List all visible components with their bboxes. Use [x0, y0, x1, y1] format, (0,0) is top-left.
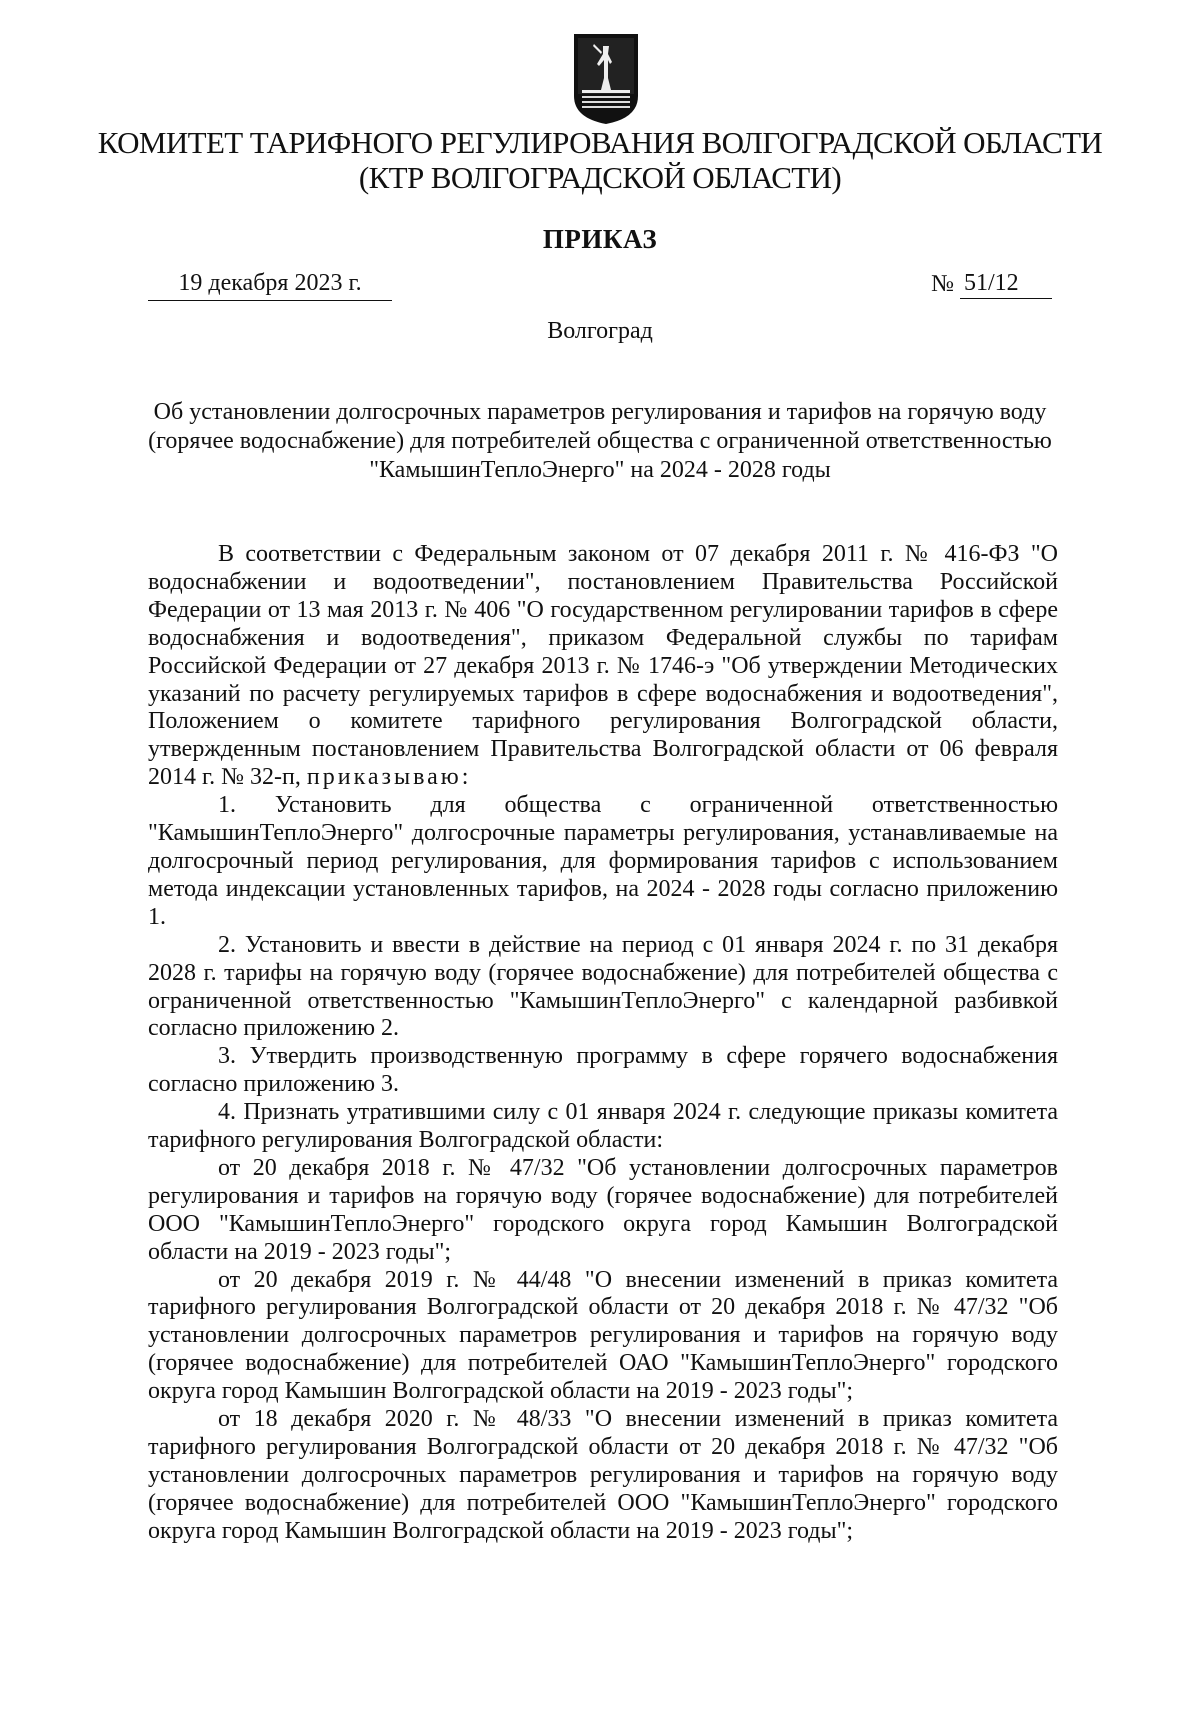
item-2-paragraph: 2. Установить и ввести в действие на период с 01 января 2024 г. по 31 декабря 2028 г. тарифы на горячую воду (горячее водоснабжение) для потребителей общества с ограниченной ответственностью "КамышинТеплоЭнерго" с календарной разбивкой согласно приложению 2. — [148, 931, 1058, 1042]
coat-of-arms-icon — [572, 32, 640, 126]
number-sign: № — [931, 271, 954, 297]
subject-line2: (горячее водоснабжение) для потребителей общества с ограниченной ответственностью — [148, 428, 1052, 454]
item-4-sub-1-paragraph: от 20 декабря 2018 г. № 47/32 "Об установлении долгосрочных параметров регулирования и тарифов на горячую воду (горячее водоснабжение) для потребителей ООО "КамышинТеплоЭнерго" городского округа город Камышин Волгоградской области на 2019 - 2023 годы"; — [148, 1154, 1058, 1265]
item-1-paragraph: 1. Установить для общества с ограниченной ответственностью "КамышинТеплоЭнерго" долгосрочные параметры регулирования, устанавливаемые на долгосрочный период регулирования, для формирования тарифов с использованием метода индексации установленных тарифов, на 2024 - 2028 годы согласно приложению 1. — [148, 792, 1058, 930]
document-type-title: ПРИКАЗ — [542, 224, 658, 254]
order-word: приказываю: — [306, 764, 472, 791]
document-subject — [148, 398, 1052, 485]
org-name-line1: КОМИТЕТ ТАРИФНОГО РЕГУЛИРОВАНИЯ ВОЛГОГРАДСКОЙ ОБЛАСТИ — [97, 125, 1103, 160]
item-4-paragraph: 4. Признать утратившими силу с 01 января 2024 г. следующие приказы комитета тарифного регулирования Волгоградской области: — [148, 1099, 1058, 1154]
item-3-paragraph: 3. Утвердить производственную программу в сфере горячего водоснабжения согласно приложению 3. — [148, 1043, 1058, 1098]
document-body — [148, 541, 1058, 1546]
document-number — [931, 268, 1052, 299]
subject-line3: "КамышинТеплоЭнерго" на 2024 - 2028 годы — [369, 457, 831, 483]
document-date: 19 декабря 2023 г. — [148, 268, 392, 301]
document-city: Волгоград — [547, 318, 653, 344]
org-name-line2: (КТР ВОЛГОГРАДСКОЙ ОБЛАСТИ) — [358, 160, 842, 195]
item-4-sub-2-paragraph: от 20 декабря 2019 г. № 44/48 "О внесении изменений в приказ комитета тарифного регулирования Волгоградской области от 20 декабря 2018 г. № 47/32 "Об установлении долгосрочных параметров регулирования и тарифов на горячую воду (горячее водоснабжение) для потребителей ОАО "КамышинТеплоЭнерго" городского округа город Камышин Волгоградской области на 2019 - 2023 годы"; — [148, 1266, 1058, 1405]
number-value: 51/12 — [960, 268, 1052, 299]
item-4-sub-3-paragraph: от 18 декабря 2020 г. № 48/33 "О внесении изменений в приказ комитета тарифного регулирования Волгоградской области от 20 декабря 2018 г. № 47/32 "Об установлении долгосрочных параметров регулирования и тарифов на горячую воду (горячее водоснабжение) для потребителей ООО "КамышинТеплоЭнерго" городского округа город Камышин Волгоградской области на 2019 - 2023 годы"; — [148, 1406, 1058, 1544]
subject-line1: Об установлении долгосрочных параметров регулирования и тарифов на горячую воду — [153, 399, 1047, 425]
preamble-text: В соответствии с Федеральным законом от 07 декабря 2011 г. № 416-ФЗ "О водоснабжении и водоотведении", постановлением Правительства Российской Федерации от 13 мая 2013 г. № 406 "О государственном регулировании тарифов в сфере водоснабжения и водоотведения", приказом Федеральной службы по тарифам Российской Федерации от 27 декабря 2013 г. № 1746-э "Об утверждении Методических указаний по расчету регулируемых тарифов в сфере водоснабжения и водоотведения", Положением о комитете тарифного регулирования Волгоградской области, утвержденным постановлением Правительства Волгоградской области от 06 февраля 2014 г. № 32-п, — [148, 541, 1058, 791]
preamble-paragraph — [148, 541, 1058, 792]
